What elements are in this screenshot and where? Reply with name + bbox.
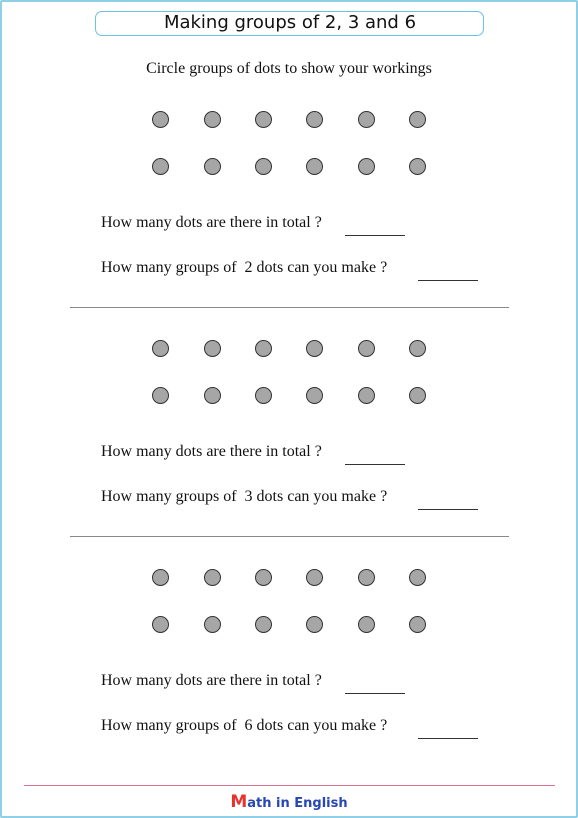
groups-answer-blank-2[interactable]: [418, 509, 478, 510]
instruction-text: Circle groups of dots to show your workings: [146, 60, 432, 77]
dot: [358, 158, 375, 175]
dot: [204, 158, 221, 175]
dot: [204, 616, 221, 633]
dot: [409, 387, 426, 404]
total-answer-blank-3[interactable]: [345, 693, 405, 694]
dot: [409, 111, 426, 128]
dot: [152, 158, 169, 175]
dot: [306, 158, 323, 175]
groups-answer-blank-3[interactable]: [418, 738, 478, 739]
section-divider: [70, 536, 509, 537]
dot: [204, 387, 221, 404]
dot: [152, 387, 169, 404]
dot: [152, 569, 169, 586]
brand-initial: M: [230, 792, 248, 812]
dot: [306, 616, 323, 633]
dot: [358, 569, 375, 586]
groups-question-prefix: How many groups of: [101, 259, 237, 276]
brand-logo[interactable]: [0, 792, 578, 812]
dot: [255, 569, 272, 586]
dot: [358, 387, 375, 404]
groups-question-3: [101, 717, 387, 735]
groups-question-suffix: dots can you make ?: [256, 259, 388, 276]
groups-question-suffix: dots can you make ?: [256, 717, 388, 734]
groups-question-suffix: dots can you make ?: [256, 488, 388, 505]
dot: [255, 387, 272, 404]
dot: [306, 340, 323, 357]
dot: [152, 340, 169, 357]
groups-question-prefix: How many groups of: [101, 717, 237, 734]
dot: [204, 340, 221, 357]
dot: [255, 158, 272, 175]
dot: [358, 616, 375, 633]
groups-answer-blank-1[interactable]: [418, 280, 478, 281]
dot: [409, 569, 426, 586]
dot: [152, 111, 169, 128]
groups-question-2: [101, 488, 387, 506]
dot: [306, 111, 323, 128]
dot: [152, 616, 169, 633]
page-title: Making groups of 2, 3 and 6: [163, 12, 417, 33]
groups-question-1: [101, 259, 387, 277]
brand-name: ath in English: [247, 796, 348, 811]
group-size: 2: [244, 259, 253, 276]
total-answer-blank-1[interactable]: [345, 235, 405, 236]
total-question-1: How many dots are there in total ?: [101, 214, 322, 231]
dot: [255, 616, 272, 633]
dot: [255, 340, 272, 357]
dot: [409, 340, 426, 357]
total-answer-blank-2[interactable]: [345, 464, 405, 465]
total-question-3: How many dots are there in total ?: [101, 672, 322, 689]
dot: [409, 616, 426, 633]
dot: [204, 569, 221, 586]
footer-divider: [24, 785, 555, 786]
dot: [409, 158, 426, 175]
group-size: 6: [244, 717, 253, 734]
dot: [358, 111, 375, 128]
section-divider: [70, 307, 509, 308]
group-size: 3: [244, 488, 253, 505]
dot: [204, 111, 221, 128]
groups-question-prefix: How many groups of: [101, 488, 237, 505]
dot: [255, 111, 272, 128]
dot: [306, 569, 323, 586]
total-question-2: How many dots are there in total ?: [101, 443, 322, 460]
dot: [306, 387, 323, 404]
dot: [358, 340, 375, 357]
